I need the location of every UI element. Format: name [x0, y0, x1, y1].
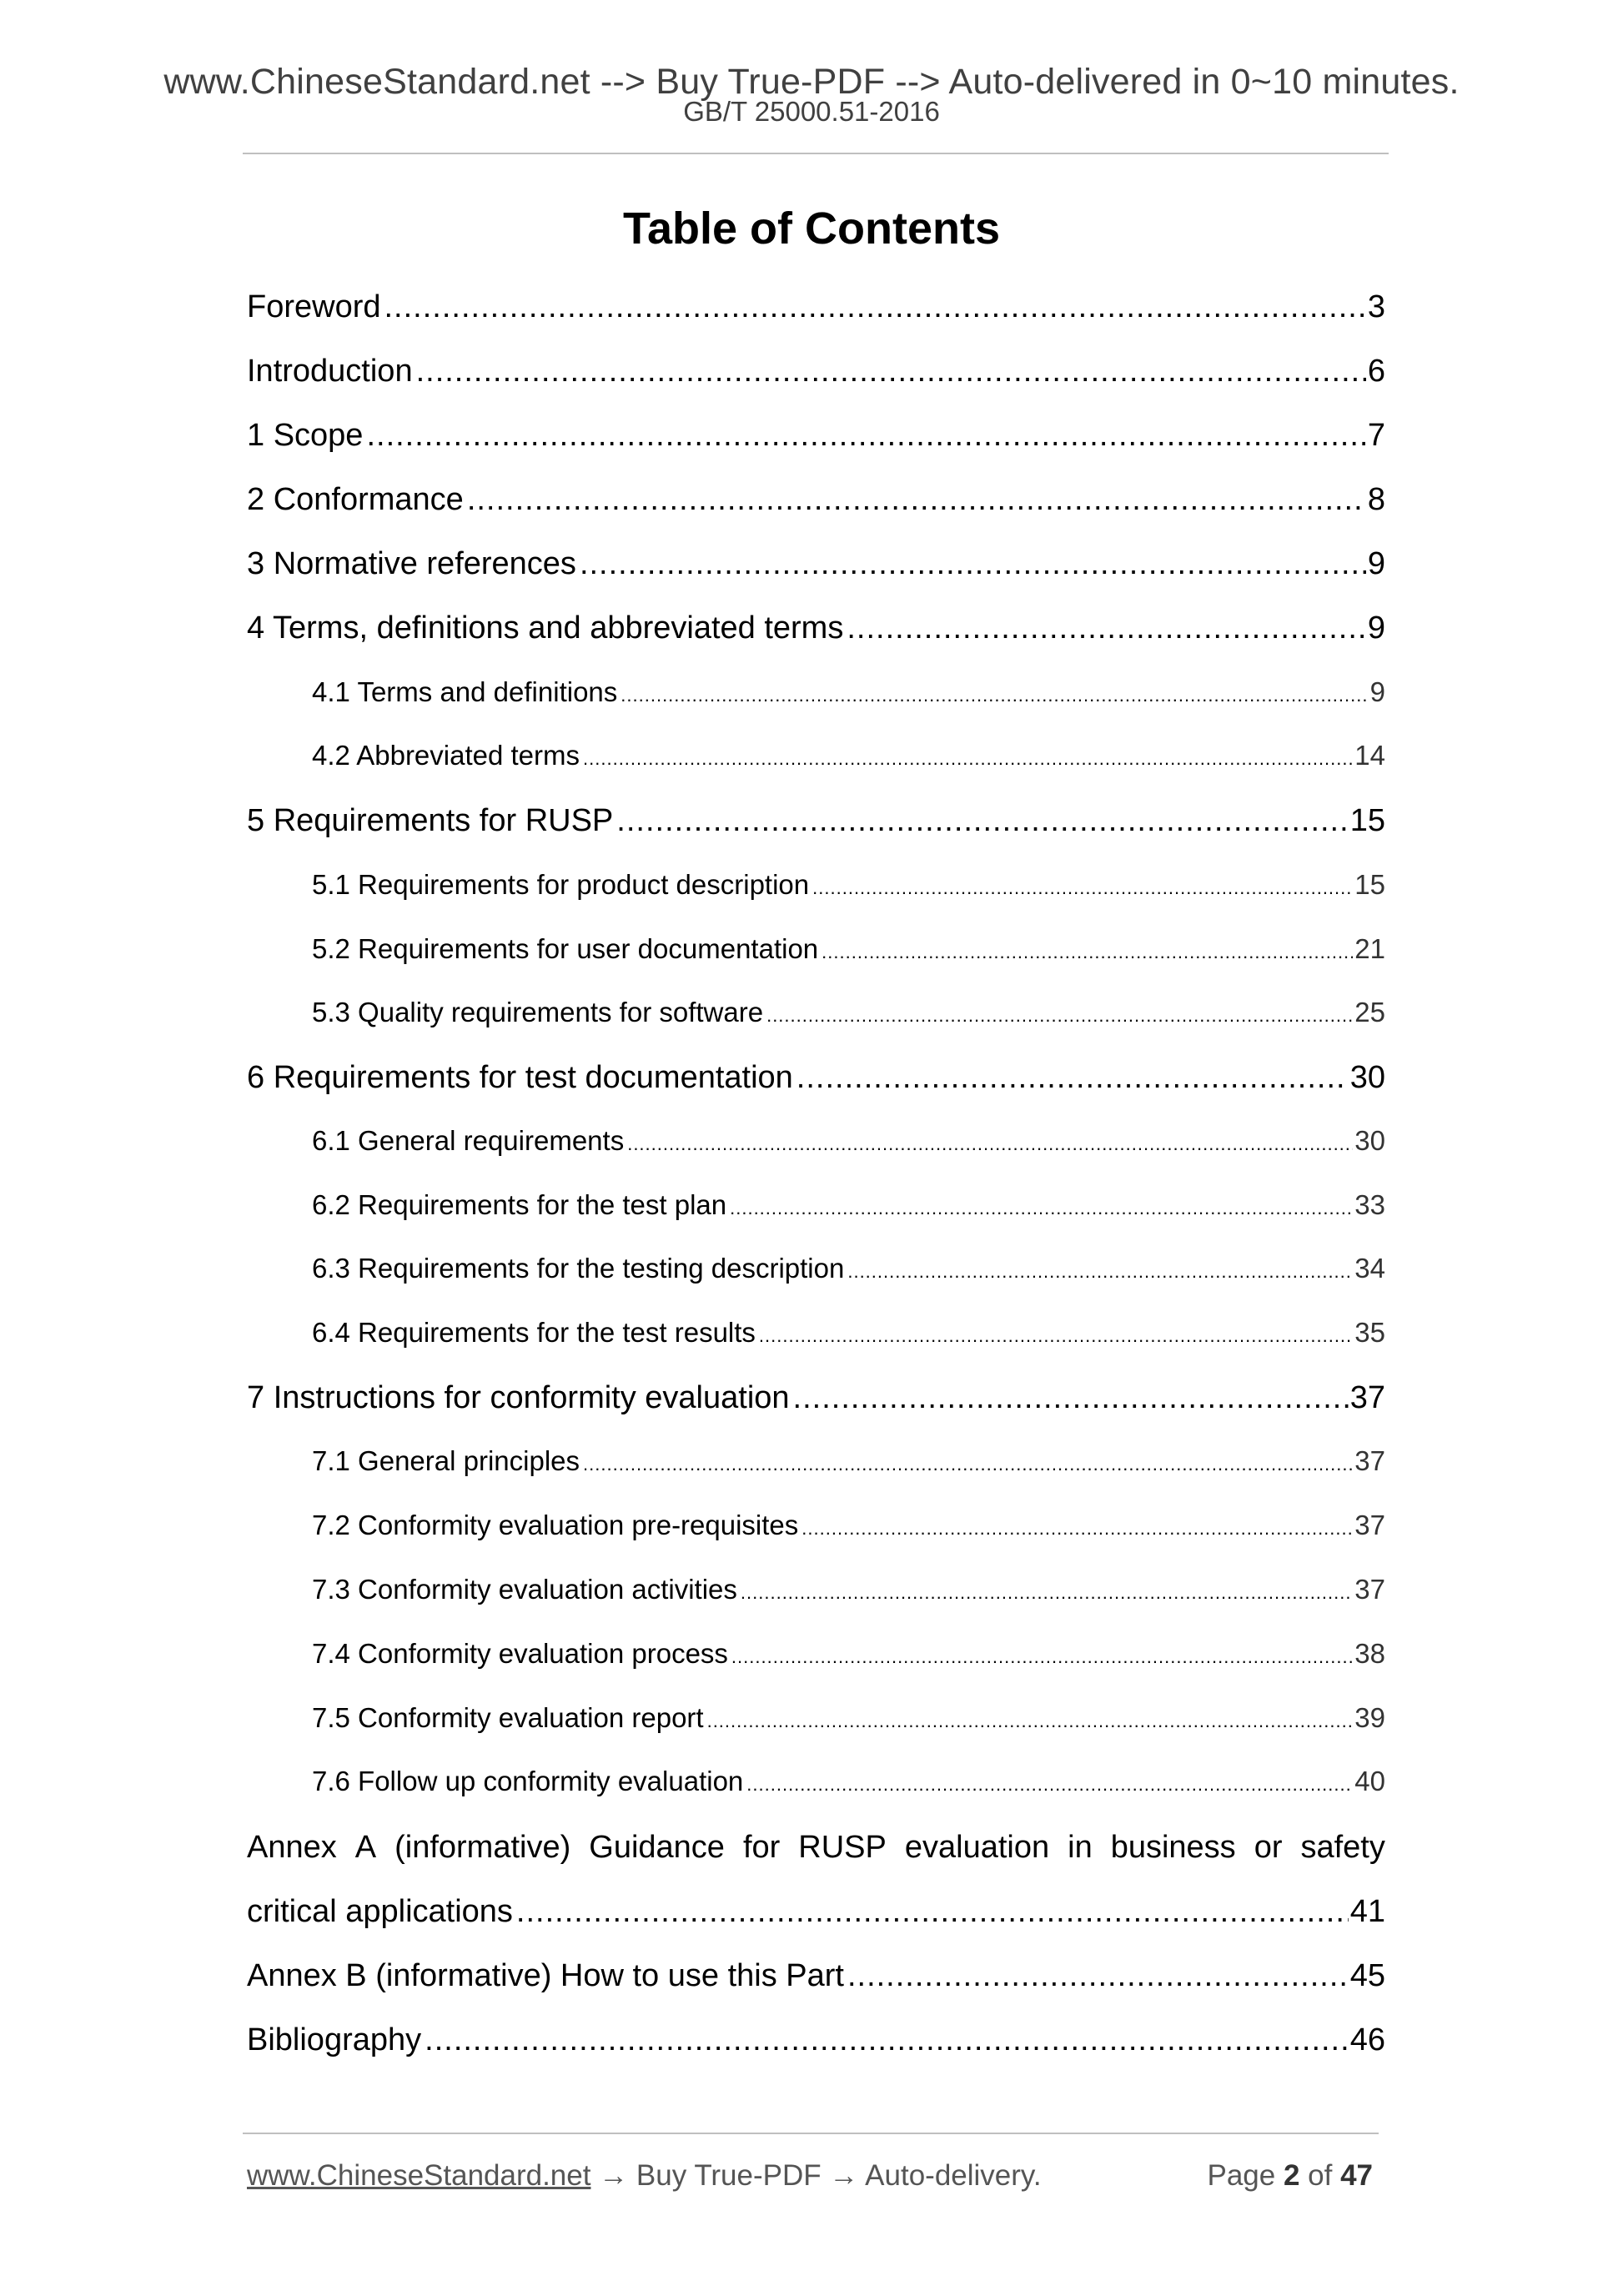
toc-leader-dots — [759, 1318, 1353, 1354]
toc-entry-page: 37 — [1349, 1380, 1385, 1415]
toc-entry-introduction[interactable] — [247, 350, 1385, 392]
toc-entry-6-1[interactable] — [312, 1123, 1385, 1163]
toc-entry-6-4[interactable] — [312, 1314, 1385, 1354]
toc-entry-5-2[interactable] — [312, 931, 1385, 971]
page-number-prefix: Page — [1207, 2159, 1284, 2192]
toc-leader-dots — [731, 1639, 1353, 1676]
toc-entry-7-3[interactable] — [312, 1571, 1385, 1611]
footer-promo-text: → Buy True-PDF → Auto-delivery. — [590, 2159, 1042, 2192]
toc-entry-page: 35 — [1354, 1317, 1385, 1348]
toc-entry-text: 4.1 Terms and definitions — [312, 676, 618, 707]
toc-entry-page: 30 — [1349, 1060, 1385, 1095]
toc-entry-page: 37 — [1354, 1445, 1385, 1476]
toc-entry-test-documentation[interactable] — [247, 1057, 1385, 1098]
toc-entry-page: 41 — [1349, 1894, 1385, 1929]
toc-entry-annex-b[interactable] — [247, 1955, 1385, 1997]
toc-entry-page: 9 — [1367, 546, 1385, 581]
toc-entry-text: 6.2 Requirements for the test plan — [312, 1189, 727, 1220]
toc-entry-foreword[interactable] — [247, 286, 1385, 328]
toc-entry-annex-a-continued[interactable] — [247, 1891, 1385, 1932]
toc-entry-7-1[interactable] — [312, 1443, 1385, 1483]
annex-a-word: Guidance — [589, 1830, 725, 1865]
toc-leader-dots — [812, 870, 1353, 907]
annex-a-word: business — [1110, 1830, 1236, 1865]
toc-entry-page: 14 — [1354, 740, 1385, 771]
toc-leader-dots — [741, 1575, 1353, 1611]
toc-leader-dots — [580, 543, 1366, 585]
page-title: Table of Contents — [623, 203, 1000, 254]
toc-entry-text: 7.4 Conformity evaluation process — [312, 1638, 728, 1669]
toc-leader-dots — [467, 479, 1366, 520]
toc-leader-dots — [847, 607, 1366, 649]
annex-a-word: or — [1254, 1830, 1283, 1865]
toc-leader-dots — [707, 1703, 1354, 1740]
toc-entry-text: 2 Conformance — [247, 482, 464, 517]
toc-entry-text: 6 Requirements for test documentation — [247, 1060, 793, 1095]
toc-entry-text: 4.2 Abbreviated terms — [312, 740, 580, 771]
toc-entry-text: 3 Normative references — [247, 546, 576, 581]
toc-entry-page: 33 — [1354, 1189, 1385, 1220]
toc-entry-text: Bibliography — [247, 2022, 422, 2057]
toc-entry-text: 1 Scope — [247, 418, 364, 453]
toc-entry-text: 7.5 Conformity evaluation report — [312, 1702, 704, 1733]
toc-entry-text: 7.2 Conformity evaluation pre-requisites — [312, 1510, 799, 1540]
toc-entry-page: 38 — [1354, 1638, 1385, 1669]
toc-entry-5-3[interactable] — [312, 994, 1385, 1034]
toc-entry-page: 45 — [1349, 1958, 1385, 1993]
toc-entry-terms-definitions[interactable] — [247, 607, 1385, 649]
toc-entry-text: 7 Instructions for conformity evaluation — [247, 1380, 790, 1415]
document-code: GB/T 25000.51-2016 — [683, 96, 940, 127]
toc-entry-text: 4 Terms, definitions and abbreviated terms — [247, 610, 844, 646]
toc-entry-page: 9 — [1369, 676, 1385, 707]
toc-entry-page: 37 — [1354, 1574, 1385, 1605]
toc-entry-7-2[interactable] — [312, 1507, 1385, 1547]
footer-promo — [247, 2158, 1042, 2194]
toc-entry-page: 8 — [1367, 482, 1385, 517]
toc-entry-page: 46 — [1349, 2022, 1385, 2057]
annex-a-word: (informative) — [394, 1830, 571, 1865]
toc-entry-text: 6.1 General requirements — [312, 1125, 625, 1156]
toc-entry-text: Annex B (informative) How to use this Part — [247, 1958, 844, 1993]
toc-leader-dots — [583, 1446, 1353, 1483]
toc-entry-7-4[interactable] — [312, 1635, 1385, 1676]
toc-entry-text: 5.3 Quality requirements for software — [312, 997, 764, 1027]
toc-leader-dots — [847, 1955, 1349, 1997]
page-number-total: 47 — [1340, 2159, 1373, 2192]
toc-entry-text: Foreword — [247, 289, 381, 324]
toc-entry-6-3[interactable] — [312, 1250, 1385, 1290]
toc-leader-dots — [366, 414, 1365, 456]
toc-leader-dots — [730, 1190, 1353, 1227]
toc-entry-text: 7.6 Follow up conformity evaluation — [312, 1766, 744, 1796]
toc-entry-6-2[interactable] — [312, 1187, 1385, 1227]
toc-leader-dots — [746, 1766, 1353, 1803]
toc-entry-5-1[interactable] — [312, 867, 1385, 907]
header-banner[interactable]: www.ChineseStandard.net --> Buy True-PDF --> Auto-delivered in 0~10 minutes. — [163, 62, 1460, 102]
toc-leader-dots — [801, 1510, 1353, 1547]
toc-leader-dots — [416, 350, 1366, 392]
toc-leader-dots — [616, 800, 1348, 842]
toc-entry-text: 5 Requirements for RUSP — [247, 803, 614, 838]
toc-entry-page: 25 — [1354, 997, 1385, 1027]
toc-leader-dots — [796, 1057, 1349, 1098]
annex-a-word: A — [354, 1830, 377, 1865]
toc-entry-7-6[interactable] — [312, 1763, 1385, 1803]
toc-entry-page: 7 — [1367, 418, 1385, 453]
toc-entry-page: 6 — [1367, 354, 1385, 389]
toc-leader-dots — [425, 2019, 1349, 2061]
page-number-of: of — [1299, 2159, 1341, 2192]
annex-a-word: safety — [1300, 1830, 1385, 1865]
toc-entry-page: 21 — [1354, 933, 1385, 964]
toc-leader-dots — [583, 741, 1353, 777]
toc-leader-dots — [621, 677, 1368, 714]
toc-entry-requirements-rusp[interactable] — [247, 800, 1385, 842]
toc-entry-conformance[interactable] — [247, 479, 1385, 520]
toc-entry-4-2[interactable] — [312, 737, 1385, 777]
toc-entry-page: 39 — [1354, 1702, 1385, 1733]
toc-leader-dots — [766, 997, 1353, 1034]
toc-entry-page: 15 — [1349, 803, 1385, 838]
toc-entry-text: 5.1 Requirements for product description — [312, 869, 810, 900]
toc-entry-page: 34 — [1354, 1253, 1385, 1284]
footer-divider — [243, 2133, 1379, 2134]
toc-entry-page: 15 — [1354, 869, 1385, 900]
toc-leader-dots — [847, 1254, 1353, 1290]
toc-entry-bibliography[interactable] — [247, 2019, 1385, 2061]
toc-leader-dots — [822, 934, 1353, 971]
page-number-current: 2 — [1283, 2159, 1300, 2192]
toc-entry-text: 7.1 General principles — [312, 1445, 580, 1476]
toc-entry-4-1[interactable] — [312, 674, 1385, 714]
toc-entry-text: 6.3 Requirements for the testing description — [312, 1253, 845, 1284]
toc-entry-page: 3 — [1367, 289, 1385, 324]
toc-leader-dots — [793, 1377, 1349, 1419]
page-number — [1207, 2158, 1373, 2194]
footer-link[interactable]: www.ChineseStandard.net — [247, 2159, 591, 2192]
toc-entry-page: 9 — [1367, 610, 1385, 646]
toc-entry-7-5[interactable] — [312, 1700, 1385, 1740]
toc-entry-page: 37 — [1354, 1510, 1385, 1540]
annex-a-word: RUSP — [798, 1830, 887, 1865]
toc-entry-annex-a[interactable] — [247, 1826, 1385, 1868]
toc-leader-dots — [516, 1891, 1349, 1932]
toc-entry-text: 6.4 Requirements for the test results — [312, 1317, 756, 1348]
toc-entry-conformity-evaluation[interactable] — [247, 1377, 1385, 1419]
toc-entry-text: Introduction — [247, 354, 413, 389]
toc-entry-text: 5.2 Requirements for user documentation — [312, 933, 819, 964]
toc-entry-text: 7.3 Conformity evaluation activities — [312, 1574, 737, 1605]
toc-entry-page: 40 — [1354, 1766, 1385, 1796]
toc-entry-page: 30 — [1354, 1125, 1385, 1156]
annex-a-title-line — [247, 1826, 1385, 1868]
toc-entry-text: critical applications — [247, 1894, 513, 1929]
toc-entry-normative-references[interactable] — [247, 543, 1385, 585]
annex-a-word: Annex — [247, 1830, 337, 1865]
toc-leader-dots — [627, 1126, 1353, 1163]
annex-a-word: evaluation — [904, 1830, 1050, 1865]
annex-a-word: for — [742, 1830, 781, 1865]
annex-a-word: in — [1068, 1830, 1093, 1865]
toc-entry-scope[interactable] — [247, 414, 1385, 456]
toc-leader-dots — [384, 286, 1366, 328]
